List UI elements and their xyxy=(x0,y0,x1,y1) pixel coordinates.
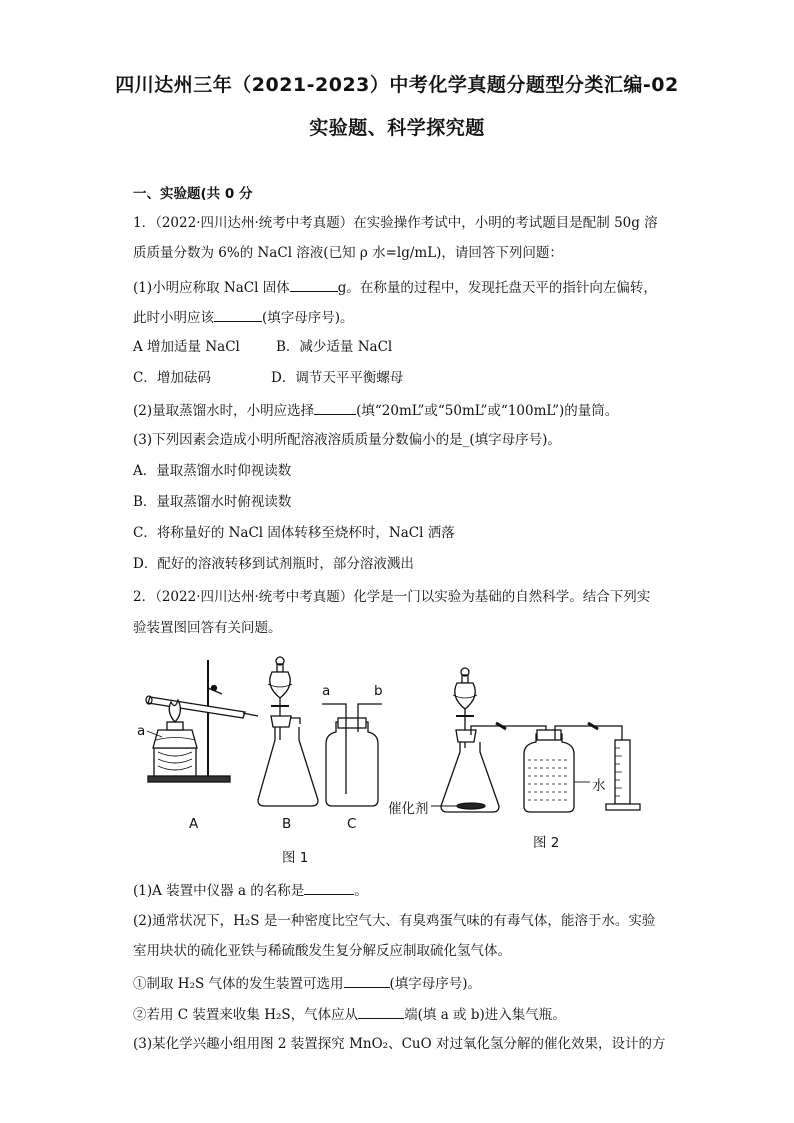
q2-part2-sub2-text-b: 端(填 a 或 b)进入集气瓶。 xyxy=(404,1007,566,1023)
caption-b: B xyxy=(282,816,292,832)
q2-stem-line1: 2．（2022·四川达州·统考中考真题）化学是一门以实验为基础的自然科学。结合下列实 xyxy=(133,589,651,605)
section-heading: 一、实验题(共 0 分 xyxy=(133,186,253,202)
q1-stem-line1: 1．（2022·四川达州·统考中考真题）在实验操作考试中，小明的考试题目是配制 50g 溶 xyxy=(133,215,658,231)
q2-part2-line2: 室用块状的硫化亚铁与稀硫酸发生复分解反应制取硫化氢气体。 xyxy=(133,943,511,959)
caption-a: A xyxy=(189,816,199,832)
q1-part3-option-b: B．量取蒸馏水时俯视读数 xyxy=(133,494,292,510)
q2-part2-sub2 xyxy=(133,1004,566,1024)
q2-part2-sub2-text-a: ②若用 C 装置来收集 H₂S，气体应从 xyxy=(133,1007,359,1023)
option-b: B．减少适量 NaCl xyxy=(276,339,393,355)
q2-part3: (3)某化学兴趣小组用图 2 装置探究 MnO₂、CuO 对过氧化氢分解的催化效果，设计的方 xyxy=(133,1036,666,1052)
figure1-caption: 图 1 xyxy=(282,850,309,866)
caption-c: C xyxy=(347,816,357,832)
q2-part2-sub1-text-b: (填字母序号)。 xyxy=(389,976,482,992)
answer-blank[interactable] xyxy=(344,973,390,988)
q1-part1-text-c: 此时小明应该 xyxy=(133,310,214,326)
q2-part2-sub1-text-a: ①制取 H₂S 气体的发生装置可选用 xyxy=(133,976,344,992)
label-tube-a: a xyxy=(322,683,331,699)
apparatus-figure-2 xyxy=(431,668,640,812)
q2-stem-line2: 验装置图回答有关问题。 xyxy=(133,620,282,636)
answer-blank[interactable] xyxy=(358,1004,404,1019)
label-catalyst: 催化剂 xyxy=(388,801,429,817)
document-title-line1: 四川达州三年（2021-2023）中考化学真题分题型分类汇编-02 xyxy=(115,74,679,96)
q1-part3-option-d: D．配好的溶液转移到试剂瓶时，部分溶液溅出 xyxy=(133,556,414,572)
q2-part2-sub1 xyxy=(133,973,481,993)
q1-part3: (3)下列因素会造成小明所配溶液溶质质量分数偏小的是_(填字母序号)。 xyxy=(133,432,561,448)
q2-part1 xyxy=(133,880,368,900)
q1-part3-option-a: A．量取蒸馏水时仰视读数 xyxy=(133,463,292,479)
q1-part1-text-b: g。在称量的过程中，发现托盘天平的指针向左偏转， xyxy=(337,280,657,296)
q1-stem-line2: 质质量分数为 6%的 NaCl 溶液(已知 ρ 水=lg/mL)，请回答下列问题： xyxy=(133,245,563,261)
q2-part1-text-b: 。 xyxy=(354,883,368,899)
apparatus-a xyxy=(146,660,258,782)
apparatus-b xyxy=(258,657,318,806)
label-water: 水 xyxy=(592,778,606,794)
q1-part3-option-c: C．将称量好的 NaCl 固体转移至烧杯时，NaCl 洒落 xyxy=(133,525,455,541)
q1-part1-text-a: (1)小明应称取 NaCl 固体 xyxy=(133,280,290,296)
q2-part1-text-a: (1)A 装置中仪器 a 的名称是 xyxy=(133,883,305,899)
document-title-line2: 实验题、科学探究题 xyxy=(309,117,485,139)
answer-blank[interactable] xyxy=(304,880,354,895)
figure2-caption: 图 2 xyxy=(533,835,560,851)
q1-part1-text-d: (填字母序号)。 xyxy=(262,310,354,326)
option-c: C．增加砝码 xyxy=(133,370,211,386)
label-tube-b: b xyxy=(374,683,383,699)
label-instrument-a: a xyxy=(137,723,146,739)
apparatus-c xyxy=(322,704,382,806)
q1-part2-text-a: (2)量取蒸馏水时，小明应选择 xyxy=(133,403,315,419)
option-a: A 增加适量 NaCl xyxy=(133,339,240,355)
option-d: D．调节天平平衡螺母 xyxy=(271,370,404,386)
q1-part2-text-b: (填“20mL”或“50mL”或“100mL”)的量筒。 xyxy=(356,403,619,419)
q2-part2-line1: (2)通常状况下，H₂S 是一种密度比空气大、有臭鸡蛋气味的有毒气体，能溶于水。实验 xyxy=(133,913,656,929)
